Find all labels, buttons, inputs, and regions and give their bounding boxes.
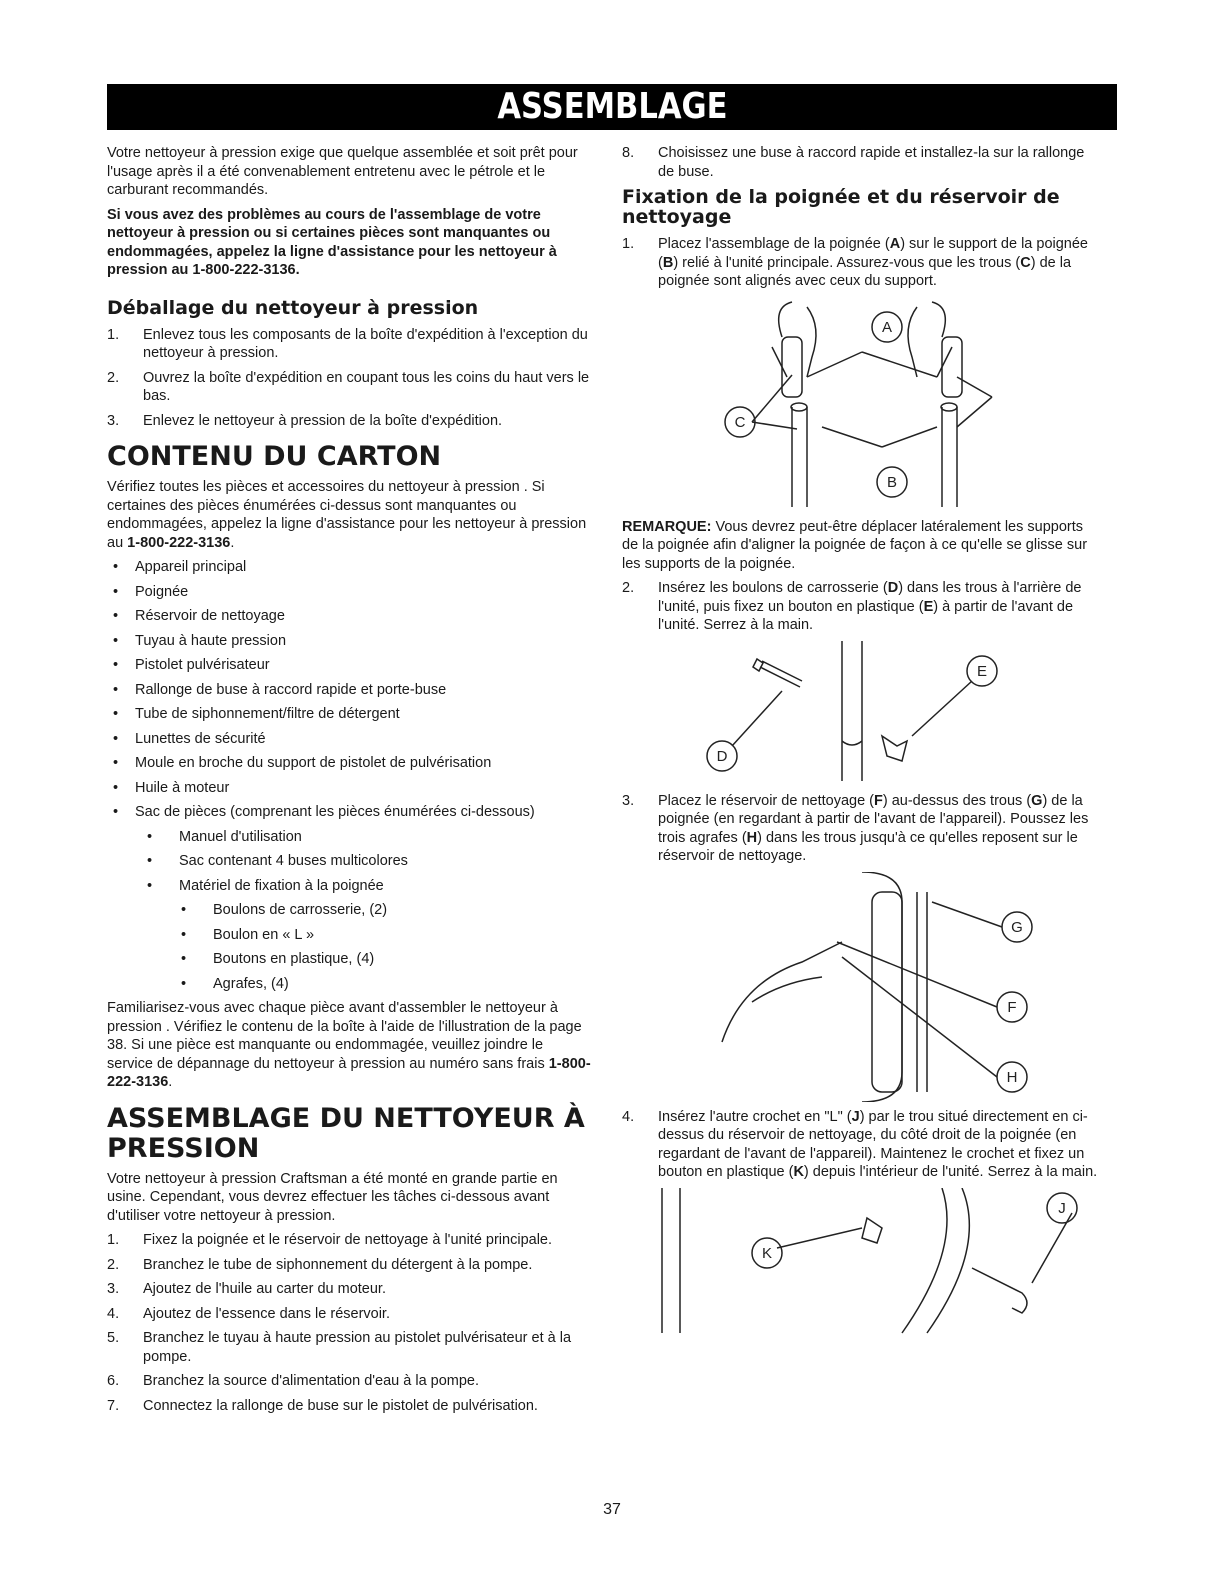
list-item: • Sac contenant 4 buses multicolores [107, 852, 592, 871]
hook-figure [642, 1188, 1082, 1338]
note-paragraph: REMARQUE: Vous devrez peut-être déplacer latéralement les supports de la poignée afin d'aligner la poignée de façon à ce qu'elle se glisse sur les supports de la poignée. [622, 518, 1088, 572]
right-column [622, 144, 1102, 1344]
list-item: • Manuel d'utilisation [107, 828, 592, 847]
list-item: 1. Fixez la poignée et le réservoir de nettoyage à l'unité principale. [107, 1232, 553, 1248]
intro-paragraph: Votre nettoyeur à pression exige que quelque assemblée et soit prêt pour l'usage après il a été convenablement entretenu avec le pétrole et le carburant recommandés. [107, 145, 578, 198]
assembly-steps [107, 1231, 592, 1415]
unpack-steps [107, 326, 592, 431]
left-column [107, 144, 592, 1421]
list-item: 3. Enlevez le nettoyeur à pression de la boîte d'expédition. [107, 412, 503, 429]
label-A: A [881, 318, 893, 336]
label-F: F [1007, 998, 1017, 1016]
handle-step-2 [622, 579, 1102, 635]
label-K: K [761, 1244, 773, 1262]
bolt-figure [702, 641, 1022, 786]
list-item: 8. Choisissez une buse à raccord rapide et installez-la sur la rallonge de buse. [622, 145, 1085, 180]
label-J: J [1058, 1199, 1066, 1217]
list-item: 1. Placez l'assemblage de la poignée (A) sur le support de la poignée (B) relié à l'unité principale. Assurez-vous que les trous (C) de la poignée sont alignés avec ceux du support. [622, 236, 1089, 289]
hardware-list [107, 901, 592, 993]
label-H: H [1006, 1068, 1018, 1086]
list-item: • Lunettes de sécurité [107, 730, 592, 749]
handle-figure [712, 297, 1012, 512]
list-item: 6. Branchez la source d'alimentation d'eau à la pompe. [107, 1373, 480, 1389]
label-D: D [716, 747, 728, 765]
list-item: • Poignée [107, 583, 592, 602]
tank-figure [662, 872, 1062, 1102]
list-item: • Tube de siphonnement/filtre de détergent [107, 705, 592, 724]
list-item: 1. Enlevez tous les composants de la boîte d'expédition à l'exception du nettoyeur à pression. [107, 326, 588, 361]
list-item: 3. Ajoutez de l'huile au carter du moteur. [107, 1281, 386, 1297]
familiarize-paragraph: Familiarisez-vous avec chaque pièce avant d'assembler le nettoyeur à pression . Vérifiez le contenu de la boîte à l'aide de l'illustration de la page 38. Si une pièce est manquante ou endommagée, veuillez joindre le service de dépannage du nettoyeur à pression au numéro sans frais 1-800-222-3136. [107, 1000, 591, 1090]
list-item: • Boulons de carrosserie, (2) [107, 901, 592, 920]
warning-paragraph: Si vous avez des problèmes au cours de l'assemblage de votre nettoyeur à pression ou si certaines pièces sont manquantes ou endommagées, appelez la ligne d'assistance pour les nettoyeur à pression au 1-800-222-3136. [107, 206, 557, 278]
list-item: • Boulon en « L » [107, 926, 592, 945]
list-item: 2. Branchez le tube de siphonnement du détergent à la pompe. [107, 1256, 533, 1273]
contents-paragraph: Vérifiez toutes les pièces et accessoires du nettoyeur à pression . Si certaines des pièces énumérées ci-dessus sont manquantes ou endommagées, appelez la ligne d'assistance pour les nettoyeur à pression au 1-800-222-3136. [107, 479, 587, 551]
list-item: • Tuyau à haute pression [107, 632, 592, 651]
handle-step-1 [622, 235, 1102, 291]
assembly-intro: Votre nettoyeur à pression Craftsman a été monté en grande partie en usine. Cependant, vous devrez effectuer les tâches ci-dessous avant d'utiliser votre nettoyeur à pression. [107, 1170, 558, 1224]
list-item: • Réservoir de nettoyage [107, 607, 592, 626]
list-item: 4. Insérez l'autre crochet en "L" (J) par le trou situé directement en ci-dessus du réservoir de nettoyage, du côté droit de la poignée (en regardant de l'avant de l'appareil). Maintenez le crochet et fixez un bouton en plastique (K) depuis l'intérieur de l'unité. Serrez à la main. [622, 1108, 1098, 1180]
list-item: 2. Insérez les boulons de carrosserie (D) dans les trous à l'arrière de l'unité, puis fixez un bouton en plastique (E) à partir de l'avant de l'unité. Serrez à la main. [622, 580, 1082, 633]
handle-step-3 [622, 792, 1102, 866]
list-item: 2. Ouvrez la boîte d'expédition en coupant tous les coins du haut vers le bas. [107, 369, 590, 404]
page-number: 37 [603, 1501, 621, 1518]
label-C: C [734, 413, 746, 431]
label-G: G [1011, 918, 1023, 936]
label-B: B [886, 473, 898, 491]
list-item: 7. Connectez la rallonge de buse sur le pistolet de pulvérisation. [107, 1397, 538, 1414]
label-E: E [976, 662, 988, 680]
list-item: • Pistolet pulvérisateur [107, 656, 592, 675]
handle-heading: Fixation de la poignée et du réservoir de nettoyage [622, 186, 1060, 228]
section-banner: ASSEMBLAGE [107, 84, 1117, 130]
list-item: • Boutons en plastique, (4) [107, 950, 592, 969]
list-item: • Matériel de fixation à la poignée [107, 877, 592, 896]
contents-list [107, 558, 592, 822]
handle-step-4 [622, 1108, 1102, 1182]
assembly-heading: ASSEMBLAGE DU NETTOYEUR À PRESSION [107, 1102, 585, 1164]
list-item: • Huile à moteur [107, 779, 592, 798]
unpack-heading: Déballage du nettoyeur à pression [107, 296, 479, 319]
list-item: 5. Branchez le tuyau à haute pression au pistolet pulvérisateur et à la pompe. [107, 1330, 572, 1365]
list-item: 4. Ajoutez de l'essence dans le réservoir. [107, 1305, 390, 1322]
list-item: 3. Placez le réservoir de nettoyage (F) au-dessus des trous (G) de la poignée (en regardant à partir de l'avant de l'appareil). Poussez les trois agrafes (H) dans les trous jusqu'à ce qu'elles reposent sur le réservoir de nettoyage. [622, 792, 1089, 864]
contents-heading: CONTENU DU CARTON [107, 441, 442, 472]
assembly-steps-cont [622, 144, 1102, 181]
list-item: • Sac de pièces (comprenant les pièces énumérées ci-dessous) [107, 803, 592, 822]
list-item: • Agrafes, (4) [107, 975, 592, 994]
list-item: • Moule en broche du support de pistolet de pulvérisation [107, 754, 592, 773]
list-item: • Rallonge de buse à raccord rapide et porte-buse [107, 681, 592, 700]
list-item: • Appareil principal [107, 558, 592, 577]
parts-bag-list [107, 828, 592, 896]
